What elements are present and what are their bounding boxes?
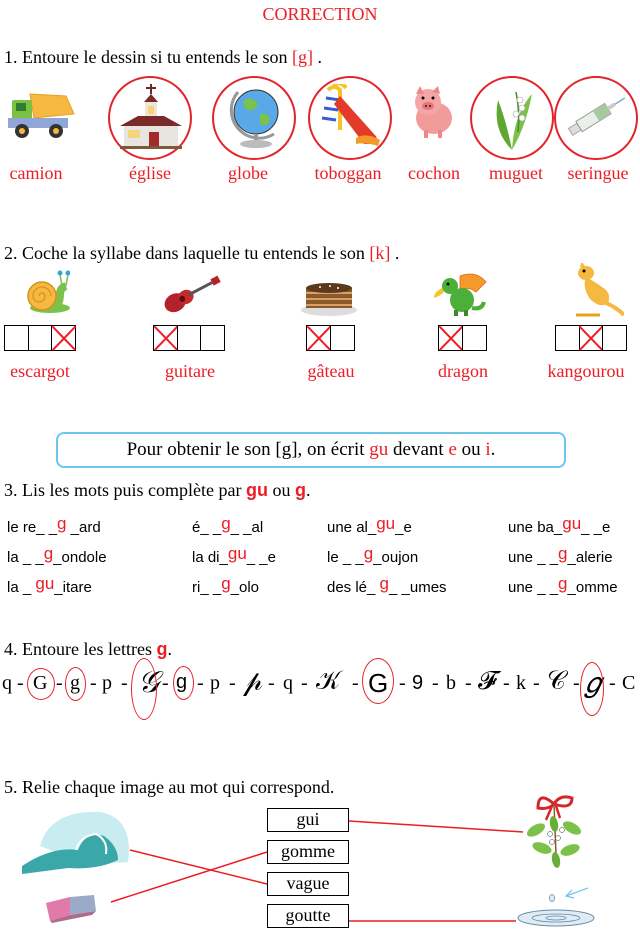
option-g: g [294, 480, 306, 500]
fill-item: la _ _g_ondole [7, 544, 107, 566]
answer[interactable]: gu [562, 514, 582, 533]
dash: - [609, 672, 616, 694]
letter: 9 [412, 672, 424, 694]
truck-icon [4, 86, 76, 142]
rule-text: ou [456, 439, 486, 460]
lily-of-the-valley-icon [482, 84, 542, 152]
fill-item: ri_ _g_olo [192, 574, 260, 596]
sound-label: [g] [291, 47, 313, 67]
fill-item: une al_gu_e [327, 514, 412, 536]
instruction-suffix: . [305, 480, 311, 500]
instruction-suffix: . [312, 47, 322, 67]
rule-text: devant [388, 439, 449, 460]
church-icon [116, 82, 186, 152]
dash: - [268, 672, 275, 694]
letter-circled[interactable]: 𝒢 [138, 666, 160, 699]
rule-i: i [485, 439, 491, 460]
cake-icon [300, 278, 358, 316]
snail-icon [22, 268, 70, 316]
label-globe: globe [228, 163, 268, 183]
dragon-icon [432, 270, 490, 318]
fill-item: le _ _g_oujon [327, 544, 419, 566]
rule-e: e [448, 439, 457, 460]
letter: 𝒦 [316, 666, 341, 695]
mistletoe-icon[interactable] [522, 794, 586, 868]
syllable-box[interactable] [330, 325, 355, 351]
target-letter: g [156, 639, 168, 659]
exercise-4-instruction [4, 639, 172, 660]
fill-item: une _ _g_omme [508, 574, 618, 596]
dash: - [17, 672, 24, 694]
letter: q [2, 672, 12, 694]
answer[interactable]: gu [376, 514, 396, 533]
syllable-box-checked[interactable] [153, 325, 178, 351]
label-escargot: escargot [10, 361, 70, 381]
label-gateau: gâteau [307, 361, 355, 381]
instruction-text: 2. Coche la syllabe dans laquelle tu entends le son [4, 243, 370, 263]
syllable-box[interactable] [555, 325, 580, 351]
syllable-box-checked[interactable] [438, 325, 463, 351]
instruction-text: 1. Entoure le dessin si tu entends le son [4, 47, 292, 67]
letter: k [516, 672, 526, 694]
instruction-text: ou [267, 480, 295, 500]
link-eraser-gomme [111, 852, 267, 902]
sound-label: [k] [369, 243, 391, 263]
dash: - [90, 672, 97, 694]
letter-circled[interactable]: g [176, 671, 188, 693]
label-toboggan: toboggan [314, 163, 382, 183]
syllable-box[interactable] [602, 325, 627, 351]
answer[interactable]: g [379, 574, 390, 593]
syllable-boxes-guitare [153, 325, 225, 351]
globe-icon [220, 82, 290, 152]
fill-item: des lé_ g_ _umes [327, 574, 447, 596]
slide-icon [316, 84, 386, 152]
answer-circle [362, 658, 394, 704]
guitar-icon [160, 270, 222, 314]
syllable-box[interactable] [28, 325, 53, 351]
dash: - [573, 672, 580, 694]
label-guitare: guitare [165, 361, 215, 381]
rule-text: Pour obtenir le son [g], on écrit [126, 439, 370, 460]
dash: - [162, 672, 169, 694]
label-muguet: muguet [489, 163, 543, 183]
letter: 𝓅 [243, 666, 263, 697]
dash: - [121, 672, 128, 694]
answer[interactable]: g [57, 514, 67, 533]
syllable-box[interactable] [177, 325, 202, 351]
water-drop-icon[interactable] [516, 884, 600, 928]
answer[interactable]: g [221, 574, 231, 593]
dash: - [229, 672, 236, 694]
fill-item: la di_gu_ _e [192, 544, 276, 566]
instruction-suffix: . [167, 639, 172, 659]
wave-icon[interactable] [20, 806, 132, 886]
syllable-box-checked[interactable] [51, 325, 76, 351]
letter-circled[interactable]: g [70, 672, 80, 694]
letter: b [446, 672, 456, 694]
letter: C [622, 672, 636, 694]
letter: p [102, 672, 112, 694]
dash: - [399, 672, 406, 694]
pig-icon [402, 84, 462, 140]
label-eglise: église [129, 163, 171, 183]
fill-item: une ba_gu_ _e [508, 514, 611, 536]
fill-item: une _ _g_alerie [508, 544, 613, 566]
fill-item: é_ _g_ _al [192, 514, 264, 536]
letter-circled[interactable]: 𝑔 [585, 668, 601, 699]
answer-circle [27, 668, 55, 700]
syllable-box[interactable] [462, 325, 487, 351]
word-box-gomme[interactable]: gomme [267, 840, 349, 864]
answer[interactable]: g [558, 574, 568, 593]
word-box-gui[interactable]: gui [267, 808, 349, 832]
dash: - [197, 672, 204, 694]
syllable-boxes-kangourou [555, 325, 627, 351]
answer-circle [131, 658, 160, 720]
dash: - [301, 672, 308, 694]
fill-item: le re_ _g _ard [7, 514, 101, 536]
rule-box [56, 432, 566, 468]
dash: - [533, 672, 540, 694]
answer[interactable]: g [221, 514, 231, 533]
letter: 𝓕 [478, 666, 498, 695]
instruction-text: 4. Entoure les lettres [4, 639, 157, 659]
kangaroo-icon [572, 263, 624, 319]
dash: - [503, 672, 510, 694]
exercise-1-instruction [4, 47, 322, 68]
answer-circle [65, 667, 86, 701]
syllable-boxes-escargot [4, 325, 76, 351]
answer[interactable]: g [363, 544, 374, 563]
exercise-3-instruction [4, 480, 310, 501]
letter: p [210, 672, 220, 694]
letter: 𝒞 [547, 666, 566, 695]
dash: - [56, 672, 63, 694]
syllable-box-checked[interactable] [306, 325, 331, 351]
letter-circled[interactable]: G [33, 672, 48, 694]
answer[interactable]: g [558, 544, 568, 563]
dash: - [352, 672, 359, 694]
link-mistletoe-gui [349, 821, 523, 832]
exercise-2-instruction [4, 243, 399, 264]
option-gu: gu [245, 480, 268, 500]
rule-text: . [490, 439, 496, 460]
exercise-5-instruction: 5. Relie chaque image au mot qui correspond. [4, 777, 335, 797]
label-camion: camion [9, 163, 63, 183]
syllable-box-checked[interactable] [579, 325, 604, 351]
answer[interactable]: g [43, 544, 54, 563]
dash: - [465, 672, 472, 694]
label-kangourou: kangourou [547, 361, 625, 381]
page-title: CORRECTION [262, 4, 378, 24]
answer-circle [580, 662, 604, 716]
letter-row [0, 664, 640, 724]
answer[interactable]: gu [35, 574, 55, 593]
instruction-suffix: . [390, 243, 400, 263]
syringe-icon [560, 86, 632, 146]
fill-item: la _ gu_itare [7, 574, 92, 596]
syllable-boxes-dragon [438, 325, 487, 351]
syllable-box[interactable] [4, 325, 29, 351]
word-box-vague[interactable]: vague [267, 872, 349, 896]
answer-circle [173, 666, 194, 700]
label-cochon: cochon [408, 163, 460, 183]
syllable-box[interactable] [200, 325, 225, 351]
letter-circled[interactable]: G [368, 668, 389, 698]
dash: - [432, 672, 439, 694]
letter: q [283, 672, 293, 694]
link-wave-vague [130, 850, 267, 884]
answer[interactable]: gu [227, 544, 247, 563]
label-dragon: dragon [438, 361, 488, 381]
word-box-goutte[interactable]: goutte [267, 904, 349, 928]
instruction-text: 3. Lis les mots puis complète par [4, 480, 246, 500]
rule-gu: gu [369, 439, 389, 460]
label-seringue: seringue [567, 163, 629, 183]
syllable-boxes-gateau [306, 325, 355, 351]
eraser-icon[interactable] [44, 893, 98, 923]
